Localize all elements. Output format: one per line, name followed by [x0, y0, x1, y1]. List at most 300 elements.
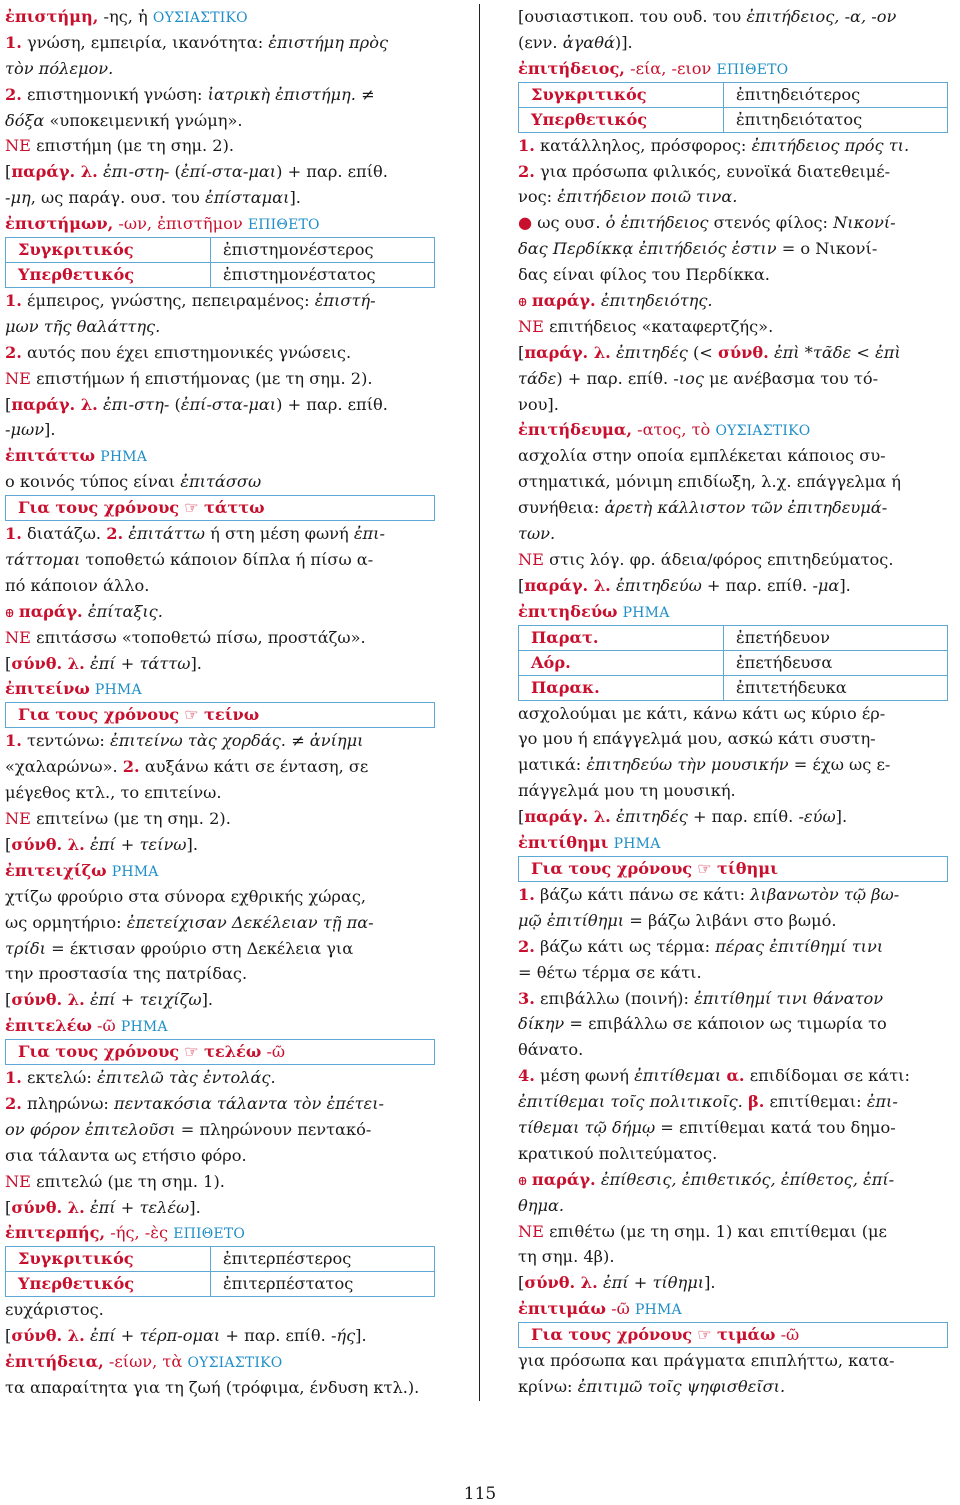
text-run: ἐπί + τειχίζω	[89, 990, 202, 1010]
headword: ἐπιτερπής,	[5, 1223, 106, 1243]
part-of-speech-label: ΡΗΜΑ	[120, 1019, 168, 1036]
text-line	[518, 236, 955, 262]
text-run: με ανέβασμα του τό-	[703, 368, 879, 388]
tense-reference-box	[518, 856, 948, 882]
text-run: δόξα	[5, 110, 45, 130]
text-run: πό κάποιον άλλο.	[5, 575, 150, 595]
text-line	[518, 908, 955, 934]
text-line	[5, 961, 439, 987]
text-run: τεντώνω:	[21, 731, 111, 751]
inflection-label: Υπερθετικός	[6, 1272, 211, 1296]
text-run: (	[169, 394, 181, 414]
text-line	[5, 211, 439, 237]
text-run: αυξάνω κάτι σε ένταση, σε	[139, 757, 369, 777]
text-run: θημα.	[518, 1195, 565, 1215]
text-line	[518, 701, 955, 727]
inflection-form: ἐπιτηδειότερος	[736, 84, 861, 104]
text-run: ἐπιτηδές	[615, 342, 688, 362]
tense-reference-label: Για τους χρόνους	[531, 858, 693, 878]
text-run: ευχάριστος.	[5, 1300, 104, 1320]
text-run: , ως παράγ. ουσ. του	[30, 188, 206, 208]
headword: ἐπιτείνω	[5, 679, 90, 699]
text-run: μέση φωνή	[534, 1066, 635, 1086]
text-run: ως ουσ.	[532, 213, 606, 233]
text-run: ον φόρον ἐπιτελοῦσι	[5, 1119, 176, 1139]
inflection-form: ἐπιτετήδευκα	[736, 677, 847, 697]
inflection-table-row	[518, 676, 948, 701]
text-run: επιστημονική γνώση:	[21, 84, 208, 104]
text-run: [	[5, 1197, 12, 1217]
text-run: [	[5, 653, 12, 673]
text-line	[518, 495, 955, 521]
text-line	[518, 882, 955, 908]
text-line	[518, 804, 955, 830]
part-of-speech-label: ΡΗΜΑ	[94, 682, 142, 699]
text-line	[5, 780, 439, 806]
text-run: ἐπί + τίθημι	[602, 1273, 705, 1293]
text-line	[5, 443, 439, 469]
text-run: ἐπιτίθημί τινι θάνατον	[694, 988, 884, 1008]
text-run: 1.	[5, 291, 22, 311]
text-run: τάττομαι	[5, 550, 81, 570]
text-run: δας είναι φίλος του Περδίκκα.	[518, 265, 770, 285]
text-run: εκτελώ:	[21, 1068, 97, 1088]
text-run: -ής	[330, 1326, 356, 1346]
text-run: ὁ ἐπιτήδειος	[605, 213, 709, 233]
text-line	[5, 288, 439, 314]
text-run: [	[518, 575, 525, 595]
inflection-table-row	[5, 237, 435, 263]
text-line	[5, 1195, 439, 1221]
text-run: συνήθεια:	[518, 498, 605, 518]
text-run: = βάζω λιβάνι στο βωμό.	[624, 910, 837, 930]
text-run: ꚛ	[518, 1170, 532, 1189]
text-run: ἀγαθά	[562, 32, 615, 52]
text-run: (	[169, 162, 181, 182]
dictionary-column-left	[5, 4, 439, 1401]
text-run: έμπειρος, γνώστης, πεπειραμένος:	[21, 291, 315, 311]
text-run: β.	[747, 1092, 765, 1112]
text-run: [ουσιαστικοπ. του ουδ. του	[518, 7, 747, 26]
text-run: ασχολία στην οποία εμπλέκεται κάποιος συ-	[518, 446, 886, 466]
text-run: επιτελώ (με τη σημ. 1).	[30, 1171, 225, 1191]
text-line	[518, 1115, 955, 1141]
tense-reference-verb: τελέω	[203, 1042, 262, 1062]
text-run: 4.	[518, 1066, 535, 1086]
text-run: -μη	[5, 188, 31, 208]
headword: ἐπιτιμάω	[518, 1299, 606, 1319]
text-line	[518, 960, 955, 986]
text-run: 1.	[5, 731, 22, 751]
column-divider	[479, 4, 480, 1401]
text-run: σύνθ. λ.	[11, 1197, 85, 1217]
text-run: κρατικού πολιτεύματος.	[518, 1143, 718, 1163]
text-line	[518, 521, 955, 547]
text-run: ἐπι-στη-	[102, 162, 170, 182]
text-run: κατάλληλος, πρόσφορος:	[534, 135, 752, 155]
text-run: επιδίδομαι σε κάτι:	[744, 1066, 910, 1086]
text-run: νος:	[518, 187, 558, 207]
text-run: ἐπιτηδεύω	[615, 575, 702, 595]
text-line	[518, 210, 955, 236]
text-run: σύνθ. λ.	[11, 653, 85, 673]
text-run: α.	[726, 1066, 745, 1086]
text-run: ἐπί + τέρπ-ομαι	[89, 1326, 221, 1346]
text-run: ματικά:	[518, 755, 587, 775]
text-run: -εύω	[798, 807, 836, 827]
text-run: -ής, -ὲς	[105, 1223, 174, 1243]
text-run: -ων, ἐπιστῆμον	[113, 214, 248, 234]
text-run: στις λόγ. φρ. άδεια/φόρος επιτηδεύματος.	[543, 549, 894, 569]
text-line	[518, 184, 955, 210]
text-line	[518, 1063, 955, 1089]
inflection-label: Συγκριτικός	[6, 238, 211, 262]
text-line	[518, 547, 955, 573]
text-line	[518, 1089, 955, 1115]
text-line	[5, 1143, 439, 1169]
text-run: [	[518, 807, 525, 827]
text-run: -μων	[5, 420, 45, 440]
pointing-hand-icon: ☞	[692, 858, 717, 878]
text-run: ἰατρικὴ ἐπιστήμη.	[207, 84, 356, 104]
text-run: «υποκειμενική γνώμη».	[44, 110, 243, 130]
text-run: ) + παρ. επίθ.	[276, 162, 388, 182]
text-line	[5, 573, 439, 599]
text-line	[518, 314, 955, 340]
inflection-table-row	[5, 263, 435, 288]
text-line	[5, 521, 439, 547]
text-run: επιβάλλω (ποινή):	[534, 988, 695, 1008]
headword: ἐπιτελέω	[5, 1016, 92, 1036]
text-run: ἐπι-στη-	[102, 394, 170, 414]
text-line	[518, 30, 955, 56]
inflection-table-row	[518, 108, 948, 133]
pointing-hand-icon: ☞	[179, 498, 204, 518]
headword: ἐπιτήδευμα,	[518, 420, 632, 440]
text-line	[5, 599, 439, 625]
text-run: στενός φίλος:	[708, 213, 834, 233]
text-line	[5, 1323, 439, 1349]
text-line	[518, 392, 955, 418]
dictionary-column-right	[518, 4, 955, 1400]
text-run: ἐπίθεσις, ἐπιθετικός, ἐπίθετος, ἐπί-	[600, 1169, 895, 1189]
text-run: [	[5, 1326, 12, 1346]
text-run: «χαλαρώνω».	[5, 757, 123, 777]
text-line	[5, 728, 439, 754]
text-run: ΝΕ	[518, 549, 544, 569]
text-run: ἐπιστήμη πρὸς	[268, 32, 389, 52]
part-of-speech-label: ΕΠΙΘΕΤΟ	[247, 217, 320, 234]
text-run: [	[5, 990, 12, 1010]
part-of-speech-label: ΟΥΣΙΑΣΤΙΚΟ	[152, 10, 248, 26]
text-run: ἐπιστή-	[314, 291, 376, 311]
part-of-speech-label: ΡΗΜΑ	[622, 604, 670, 621]
text-run: ΝΕ	[5, 627, 31, 647]
text-run: ἐπί-στα-μαι	[180, 162, 277, 182]
text-run: ].	[839, 575, 851, 595]
text-run: ασχολούμαι με κάτι, κάνω κάτι ως κύριο έρ-	[518, 703, 886, 723]
tense-reference-label: Για τους χρόνους	[18, 498, 180, 518]
inflection-form: ἐπιτερπέστατος	[223, 1274, 354, 1294]
text-run: ἀνίημι	[309, 731, 364, 751]
text-line	[5, 806, 439, 832]
text-line	[518, 1011, 955, 1037]
text-run: 2.	[106, 524, 124, 544]
text-run: 2.	[518, 936, 535, 956]
text-line	[5, 754, 439, 780]
text-run: ἐπιτάττω	[128, 524, 205, 544]
text-run: γο μου ή επάγγελμά μου, ασκώ κάτι συστη-	[518, 729, 876, 749]
text-run: ].	[289, 188, 301, 208]
text-run: 2.	[5, 84, 22, 104]
text-line	[5, 366, 439, 392]
text-run: πεντακόσια τάλαντα τὸν ἐπέτει-	[114, 1093, 385, 1113]
text-run: θάνατο.	[518, 1040, 584, 1060]
text-run: λιβανωτὸν τῷ βω-	[750, 884, 900, 904]
part-of-speech-label: ΟΥΣΙΑΣΤΙΚΟ	[715, 423, 811, 440]
text-run: παράγ. λ.	[11, 394, 98, 414]
text-line	[518, 159, 955, 185]
headword: ἐπιτίθημι	[518, 833, 609, 853]
pointing-hand-icon: ☞	[179, 1042, 204, 1062]
text-run: = πληρώνουν πεντακό-	[175, 1119, 372, 1139]
text-run: 2.	[5, 1093, 22, 1113]
text-line	[5, 417, 439, 443]
text-run: -ῶ	[91, 1016, 121, 1036]
headword: ἐπιτήδειος,	[518, 58, 625, 78]
part-of-speech-label: ΡΗΜΑ	[111, 863, 159, 880]
text-run: ἐπιτιμῶ τοῖς ψηφισθεῖσι.	[577, 1376, 786, 1396]
text-run: 2.	[122, 757, 140, 777]
text-line	[5, 1349, 439, 1375]
text-run: + παρ. επίθ.	[687, 807, 799, 827]
text-run: ἐπιτίθεμαι	[634, 1066, 722, 1086]
text-run: επιστήμη (με τη σημ. 2).	[30, 136, 235, 156]
text-line	[5, 185, 439, 211]
text-run: στηματικά, μόνιμη επιδίωξη, λ.χ. επάγγελμα ή	[518, 472, 901, 492]
text-run: κρίνω:	[518, 1376, 578, 1396]
text-run: [	[518, 342, 525, 362]
tense-reference-box	[518, 1322, 948, 1348]
text-line	[5, 133, 439, 159]
text-run: την προστασία της πατρίδας.	[5, 964, 248, 984]
headword: ἐπιτειχίζω	[5, 860, 107, 880]
headword: ἐπιστήμη,	[5, 7, 99, 26]
text-run: τὸν πόλεμον.	[5, 58, 114, 78]
text-run: ἐπιτάσσω	[180, 472, 262, 492]
text-run: ἐπι-	[353, 524, 385, 544]
text-run: 1.	[518, 884, 535, 904]
text-run: ΝΕ	[5, 809, 31, 829]
text-line	[518, 1348, 955, 1374]
inflection-label: Αόρ.	[519, 651, 724, 675]
text-line	[518, 417, 955, 443]
page-number: 115	[463, 1484, 497, 1504]
tense-reference-verb: τείνω	[203, 705, 260, 725]
text-run: 3.	[518, 988, 535, 1008]
text-run: ως ορμητήριο:	[5, 912, 127, 932]
text-run: ἐπιτήδειος, -α, -ον	[746, 7, 897, 26]
text-line	[518, 1374, 955, 1400]
text-run: ἐπιτήδειος πρός τι.	[751, 135, 910, 155]
text-run: σύνθ. λ.	[11, 1326, 85, 1346]
text-run: ΝΕ	[5, 1171, 31, 1191]
tense-reference-ending: -ῶ	[261, 1042, 286, 1062]
text-line	[518, 56, 955, 82]
text-run: πληρώνω:	[21, 1093, 115, 1113]
text-run: ἀρετὴ κάλλιστον τῶν ἐπιτηδευμά-	[604, 498, 888, 518]
text-run: νου].	[518, 394, 559, 414]
inflection-label: Συγκριτικός	[519, 83, 724, 107]
text-run: -ῶ	[605, 1299, 635, 1319]
text-run: [	[5, 394, 12, 414]
tense-reference-verb: τίθημι	[716, 858, 778, 878]
tense-reference-ending: -ῶ	[775, 1325, 800, 1345]
text-run: = ο Νικονί-	[776, 239, 878, 259]
headword: ἐπιτηδεύω	[518, 601, 618, 621]
text-run: ΝΕ	[5, 136, 31, 156]
text-run: παράγ. λ.	[524, 807, 611, 827]
text-line	[5, 1297, 439, 1323]
text-run: ].	[186, 834, 198, 854]
text-run: 2.	[518, 161, 535, 181]
text-run: παράγ. λ.	[524, 342, 611, 362]
part-of-speech-label: ΕΠΙΘΕΤΟ	[716, 61, 789, 78]
text-line	[5, 936, 439, 962]
text-run: Νικονί-	[833, 213, 896, 233]
text-run: τίθεμαι τῷ δήμῳ	[518, 1117, 656, 1137]
text-line	[518, 366, 955, 392]
text-run: σύνθ. λ.	[11, 990, 85, 1010]
text-run: πέρας ἐπιτίθημί τινι	[715, 936, 884, 956]
text-run: ].	[189, 1197, 201, 1217]
text-run: ἐπιτείνω τὰς χορδάς.	[110, 731, 286, 751]
pointing-hand-icon: ☞	[179, 705, 204, 725]
text-run: σύνθ.	[717, 342, 769, 362]
text-line	[5, 1013, 439, 1039]
text-line	[5, 392, 439, 418]
text-run: παράγ. λ.	[11, 162, 98, 182]
text-line	[5, 82, 439, 108]
text-line	[5, 1220, 439, 1246]
text-run: ].	[190, 653, 202, 673]
inflection-table-row	[5, 1272, 435, 1297]
text-run: 1.	[5, 1068, 22, 1088]
text-run: χτίζω φρούριο στα σύνορα εχθρικής χώρας,	[5, 886, 367, 906]
text-line	[518, 599, 955, 625]
text-line	[5, 987, 439, 1013]
text-run: τρίδι	[5, 938, 46, 958]
text-run: (<	[687, 342, 718, 362]
text-run: = επιβάλλω σε κάποιον ως τιμωρία το	[564, 1014, 887, 1034]
inflection-label: Παρατ.	[519, 626, 724, 650]
inflection-form: ἐπιτηδειότατος	[736, 109, 863, 129]
text-run: ΝΕ	[518, 316, 544, 336]
text-run: βάζω κάτι ως τέρμα:	[534, 936, 716, 956]
text-run: = έχω ως ε-	[788, 755, 891, 775]
text-run: παράγ.	[18, 601, 83, 621]
inflection-form: ἐπιτερπέστερος	[223, 1249, 352, 1269]
text-run: ή στη μέση φωνή	[204, 524, 354, 544]
text-run: τοποθετώ κάποιον δίπλα ή πίσω α-	[80, 550, 374, 570]
text-run: γνώση, εμπειρία, ικανότητα:	[21, 32, 269, 52]
text-run: ἐπιτηδειότης.	[600, 291, 713, 311]
text-line	[518, 726, 955, 752]
text-run: βάζω κάτι πάνω σε κάτι:	[534, 884, 751, 904]
text-run: ἐπιτηδές	[615, 807, 688, 827]
text-run: 2.	[5, 342, 22, 362]
text-line	[5, 910, 439, 936]
text-run: σύνθ. λ.	[11, 834, 85, 854]
text-run: ꚛ	[518, 292, 532, 311]
inflection-form: ἐπιστημονέστερος	[223, 240, 374, 260]
text-run: δίκην	[518, 1014, 565, 1034]
text-line	[5, 1169, 439, 1195]
text-line	[5, 56, 439, 82]
text-line	[5, 547, 439, 573]
inflection-label: Υπερθετικός	[6, 263, 211, 287]
part-of-speech-label: ΕΠΙΘΕΤΟ	[173, 1226, 246, 1243]
text-run: επιτίθεμαι:	[764, 1092, 867, 1112]
text-run: επιτήδειος «καταφερτζής».	[543, 316, 774, 336]
text-run: ≠	[355, 84, 375, 104]
text-run: παράγ.	[531, 291, 596, 311]
text-line	[5, 832, 439, 858]
text-run: (ενν.	[518, 32, 563, 52]
text-run: επιστήμων ή επιστήμονας (με τη σημ. 2).	[30, 368, 373, 388]
text-run: -εία, -ειον	[624, 58, 717, 78]
inflection-table-row	[518, 625, 948, 651]
text-line	[518, 4, 955, 30]
text-run: -μα	[812, 575, 840, 595]
text-run: 1.	[5, 32, 22, 52]
text-run: ].	[355, 1326, 367, 1346]
inflection-form: ἐπετήδευον	[736, 627, 830, 647]
part-of-speech-label: ΟΥΣΙΑΣΤΙΚΟ	[187, 1355, 283, 1372]
text-run: -ατος, τὸ	[632, 420, 716, 440]
text-line	[518, 778, 955, 804]
text-line	[518, 1296, 955, 1322]
text-run: διατάζω.	[21, 524, 107, 544]
text-line	[5, 4, 439, 30]
text-run: ἐπιτηδεύω τὴν μουσικήν	[586, 755, 789, 775]
text-run: ἐπί-στα-μαι	[180, 394, 277, 414]
text-run: ἐπιτελῶ τὰς ἐντολάς.	[96, 1068, 276, 1088]
text-line	[518, 1167, 955, 1193]
text-run: + παρ. επίθ.	[220, 1326, 331, 1346]
text-run: ο κοινός τύπος είναι	[5, 472, 181, 492]
text-run: ἐπίταξις.	[87, 601, 163, 621]
text-run: ) + παρ. επίθ.	[556, 368, 674, 388]
text-run: παράγ.	[531, 1169, 596, 1189]
text-line	[5, 1375, 439, 1401]
text-line	[5, 159, 439, 185]
tense-reference-box	[5, 702, 435, 728]
text-run: ].	[835, 807, 848, 827]
text-run: επιθέτω (με τη σημ. 1) και επιτίθεμαι (με	[543, 1221, 887, 1241]
text-run: ꚛ	[5, 602, 19, 621]
inflection-form: ἐπιστημονέστατος	[223, 265, 376, 285]
text-line	[518, 133, 955, 159]
text-run: ].	[704, 1273, 716, 1293]
tense-reference-label: Για τους χρόνους	[18, 1042, 180, 1062]
headword: ἐπιστήμων,	[5, 214, 114, 234]
inflection-label: Υπερθετικός	[519, 108, 724, 132]
tense-reference-box	[5, 495, 435, 521]
text-run: -ης, ἡ	[98, 7, 153, 26]
text-run: ἐπίσταμαι	[205, 188, 290, 208]
text-run: σύνθ. λ.	[524, 1273, 598, 1293]
